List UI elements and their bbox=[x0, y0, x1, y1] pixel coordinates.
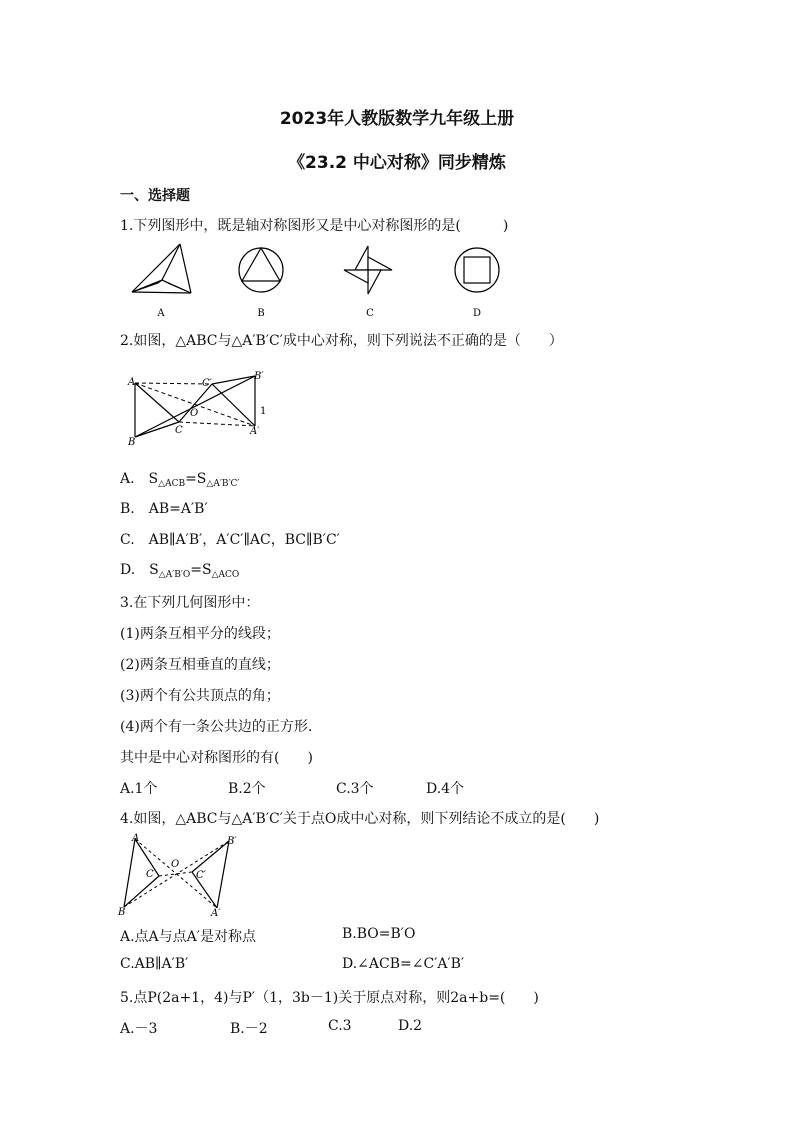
q1-figure-b bbox=[239, 248, 283, 292]
q4-option-b: B.BO=B′O bbox=[342, 926, 416, 942]
q1-label-b: B bbox=[257, 308, 265, 319]
q4-label-a: A bbox=[132, 833, 140, 844]
q4-label-c: C bbox=[146, 869, 154, 880]
q5-stem: 5.点P(2a+1，4)与P′（1，3b－1)关于原点对称，则2a+b=( ) bbox=[120, 990, 539, 1006]
q1-figure-d bbox=[455, 248, 499, 292]
q1-label-c: C bbox=[366, 308, 374, 319]
q4-option-c: C.AB∥A′B′ bbox=[120, 956, 189, 972]
q2-option-c: C. AB∥A′B′，A′C′∥AC，BC∥B′C′ bbox=[120, 532, 340, 548]
q3-item-1: (1)两条互相平分的线段； bbox=[120, 626, 280, 642]
q1-figure-a bbox=[132, 244, 191, 293]
document-subtitle: 《23.2 中心对称》同步精炼 bbox=[288, 153, 506, 173]
q1-figures bbox=[120, 238, 520, 323]
q4-option-d: D.∠ACB=∠C′A′B′ bbox=[342, 956, 465, 972]
q4-label-c1: C′ bbox=[196, 870, 206, 881]
q2-stem: 2.如图，△ABC与△A′B′C′成中心对称，则下列说法不正确的是（ ） bbox=[120, 333, 563, 349]
q2-option-d: D. $S_{\triangle A'B'O}=S_{\triangle ACO}$ bbox=[120, 562, 240, 580]
q4-label-o: O bbox=[171, 859, 180, 870]
q3-option-c: C.3个 bbox=[336, 781, 374, 797]
q1-figure-c bbox=[344, 246, 392, 294]
q3-item-4: (4)两个有一条公共边的正方形. bbox=[120, 719, 313, 735]
q4-stem: 4.如图，△ABC与△A′B′C′关于点O成中心对称，则下列结论不成立的是( ) bbox=[120, 811, 600, 827]
q4-label-b1: B′ bbox=[227, 836, 237, 847]
q1-stem: 1.下列图形中，既是轴对称图形又是中心对称图形的是( ) bbox=[120, 218, 509, 234]
q1-label-d: D bbox=[472, 308, 482, 319]
document-title: 2023年人教版数学九年级上册 bbox=[279, 109, 515, 129]
q5-option-c: C.3 bbox=[328, 1018, 352, 1034]
q2-label-c1: C′ bbox=[202, 378, 212, 389]
q4-label-b: B bbox=[118, 907, 126, 918]
q2-figure bbox=[124, 370, 274, 448]
q3-ask: 其中是中心对称图形的有( ) bbox=[120, 750, 313, 766]
q1-label-a: A bbox=[157, 308, 165, 319]
q3-item-2: (2)两条互相垂直的直线； bbox=[120, 657, 280, 673]
q2-label-o: O bbox=[190, 408, 199, 419]
q2-label-mark: 1 bbox=[260, 406, 267, 417]
q3-option-b: B.2个 bbox=[228, 781, 266, 797]
q5-option-d: D.2 bbox=[398, 1018, 423, 1034]
q2-label-b1: B′ bbox=[254, 371, 264, 382]
q4-figure bbox=[116, 832, 244, 918]
q2-label-a: A bbox=[128, 377, 136, 388]
q5-option-b: B.－2 bbox=[230, 1021, 268, 1037]
q2-option-b: B. AB=A′B′ bbox=[120, 501, 208, 517]
q2-label-b: B bbox=[128, 437, 136, 448]
q2-label-c: C bbox=[175, 425, 183, 436]
q4-label-a1: A′ bbox=[211, 908, 221, 918]
q3-item-3: (3)两个有公共顶点的角； bbox=[120, 688, 280, 704]
q5-option-a: A.－3 bbox=[120, 1021, 158, 1037]
q2-option-a: A. $S_{\triangle ACB}=S_{\triangle A'B'C'}$ bbox=[120, 471, 240, 489]
q3-option-d: D.4个 bbox=[426, 781, 465, 797]
q3-option-a: A.1个 bbox=[120, 781, 158, 797]
q3-stem: 3.在下列几何图形中： bbox=[120, 595, 260, 611]
section-heading: 一、选择题 bbox=[120, 188, 190, 204]
q2-label-a1: A′ bbox=[250, 426, 260, 437]
q4-option-a: A.点A与点A′是对称点 bbox=[120, 929, 256, 945]
